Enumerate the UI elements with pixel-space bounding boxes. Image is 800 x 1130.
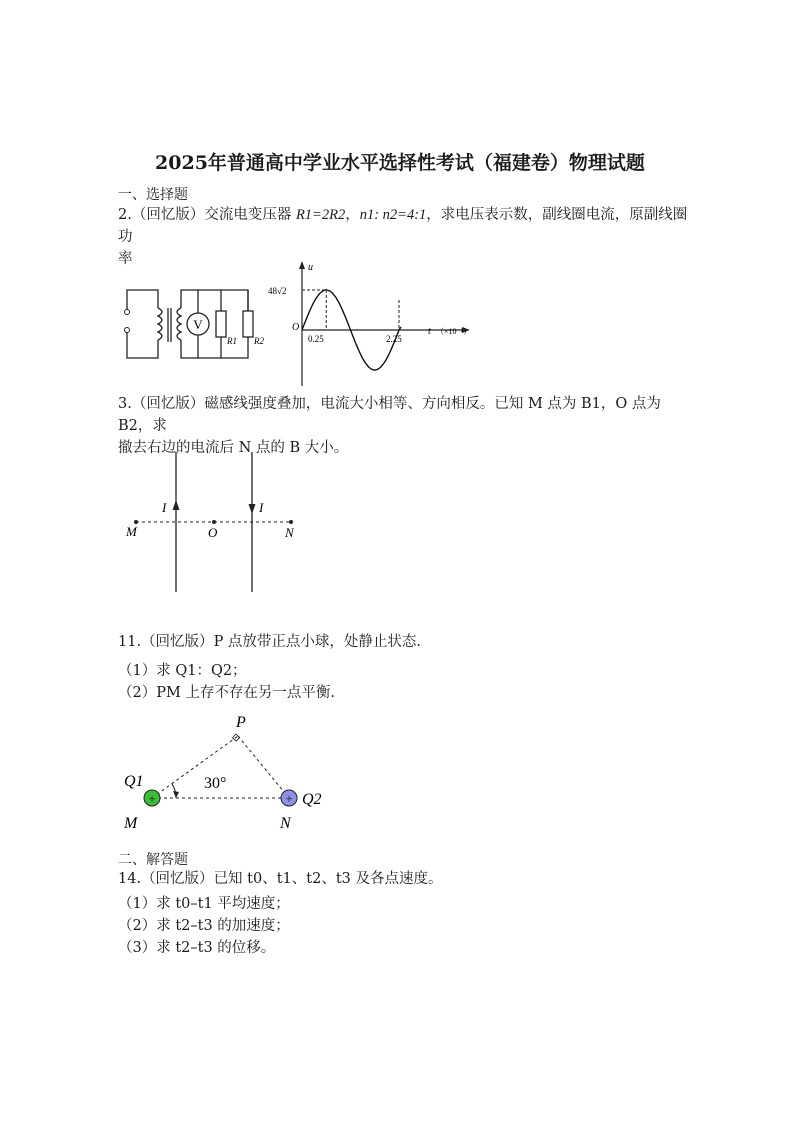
q14-tag: （回忆版）	[141, 871, 214, 887]
q11-subquestion-1: （1）求 Q1：Q2；	[118, 663, 247, 679]
voltmeter-label: V	[193, 317, 203, 332]
question-11	[118, 631, 698, 653]
peak-label: 48√2	[268, 286, 287, 296]
q2-text-a: 交流电变压器	[204, 207, 292, 223]
r2-label: R2	[254, 336, 264, 346]
q2-sep: ，	[345, 207, 360, 223]
q2-plus-icon: +	[285, 791, 293, 806]
angle-label: 30°	[204, 775, 227, 792]
current-left-label: I	[162, 500, 167, 515]
q11-tag: （回忆版）	[141, 634, 214, 650]
q3-number: 3.	[118, 396, 132, 412]
section-heading-answer: 二、解答题	[118, 852, 188, 868]
q2-tag: （回忆版）	[131, 207, 205, 223]
point-p-label: P	[236, 714, 246, 731]
q3-line1: 磁感线强度叠加，电流大小相等、方向相反。已知 M 点为 B1，O 点为 B2，求	[118, 396, 661, 434]
q14-number: 14.	[118, 871, 142, 887]
q2-text-c: 率	[118, 251, 133, 267]
x-axis-label: t	[428, 326, 431, 337]
page-title: 2025年普通高中学业水平选择性考试（福建卷）物理试题	[155, 152, 645, 174]
current-right-label: I	[259, 500, 264, 515]
up-arrow-icon	[173, 500, 180, 510]
point-m-label: M	[124, 815, 138, 832]
t2-label: 2.25	[386, 334, 402, 344]
voltage-time-graph	[262, 258, 482, 390]
q2-label: Q2	[302, 791, 322, 808]
transformer-circuit-figure	[118, 280, 268, 370]
q14-subquestion-1: （1）求 t0–t1 平均速度；	[118, 896, 290, 912]
point-m-label: M	[126, 524, 137, 539]
charges-triangle-figure	[118, 705, 348, 835]
current-wires-figure	[118, 450, 318, 595]
q3-tag: （回忆版）	[131, 396, 205, 412]
point-o-label: O	[208, 525, 218, 540]
q2-cond2: n1: n2=4:1	[359, 207, 427, 223]
y-axis-label: u	[308, 262, 313, 273]
q14-text: 已知 t0、t1、t2、t3 及各点速度。	[213, 871, 443, 887]
q3-line2: 撤去右边的电流后 N 点的 B 大小。	[118, 440, 349, 456]
q11-text: P 点放带正点小球，处静止状态.	[213, 634, 422, 650]
q11-subquestion-2: （2）PM 上存不存在另一点平衡.	[118, 685, 336, 701]
q1-plus-icon: +	[148, 791, 156, 806]
q2-number: 2.	[118, 207, 132, 223]
q11-number: 11.	[118, 634, 142, 650]
point-n-label: N	[280, 815, 291, 832]
section-heading-choice: 一、选择题	[118, 187, 188, 203]
origin-label: O	[292, 322, 300, 333]
q14-subquestion-2: （2）求 t2–t3 的加速度；	[118, 918, 290, 934]
down-arrow-icon	[249, 504, 256, 514]
r1-label: R1	[227, 336, 237, 346]
q2-text-b: ，求电压表示数，副线圈电流，原副线圈功	[118, 207, 688, 245]
q1-label: Q1	[124, 773, 144, 790]
point-n-label: N	[285, 525, 294, 540]
t1-label: 0.25	[308, 334, 324, 344]
q2-cond1: R1=2R2	[295, 207, 346, 223]
q14-subquestion-3: （3）求 t2–t3 的位移。	[118, 940, 276, 956]
question-14	[118, 868, 698, 890]
x-unit-label: （×10⁻²）	[436, 327, 472, 336]
